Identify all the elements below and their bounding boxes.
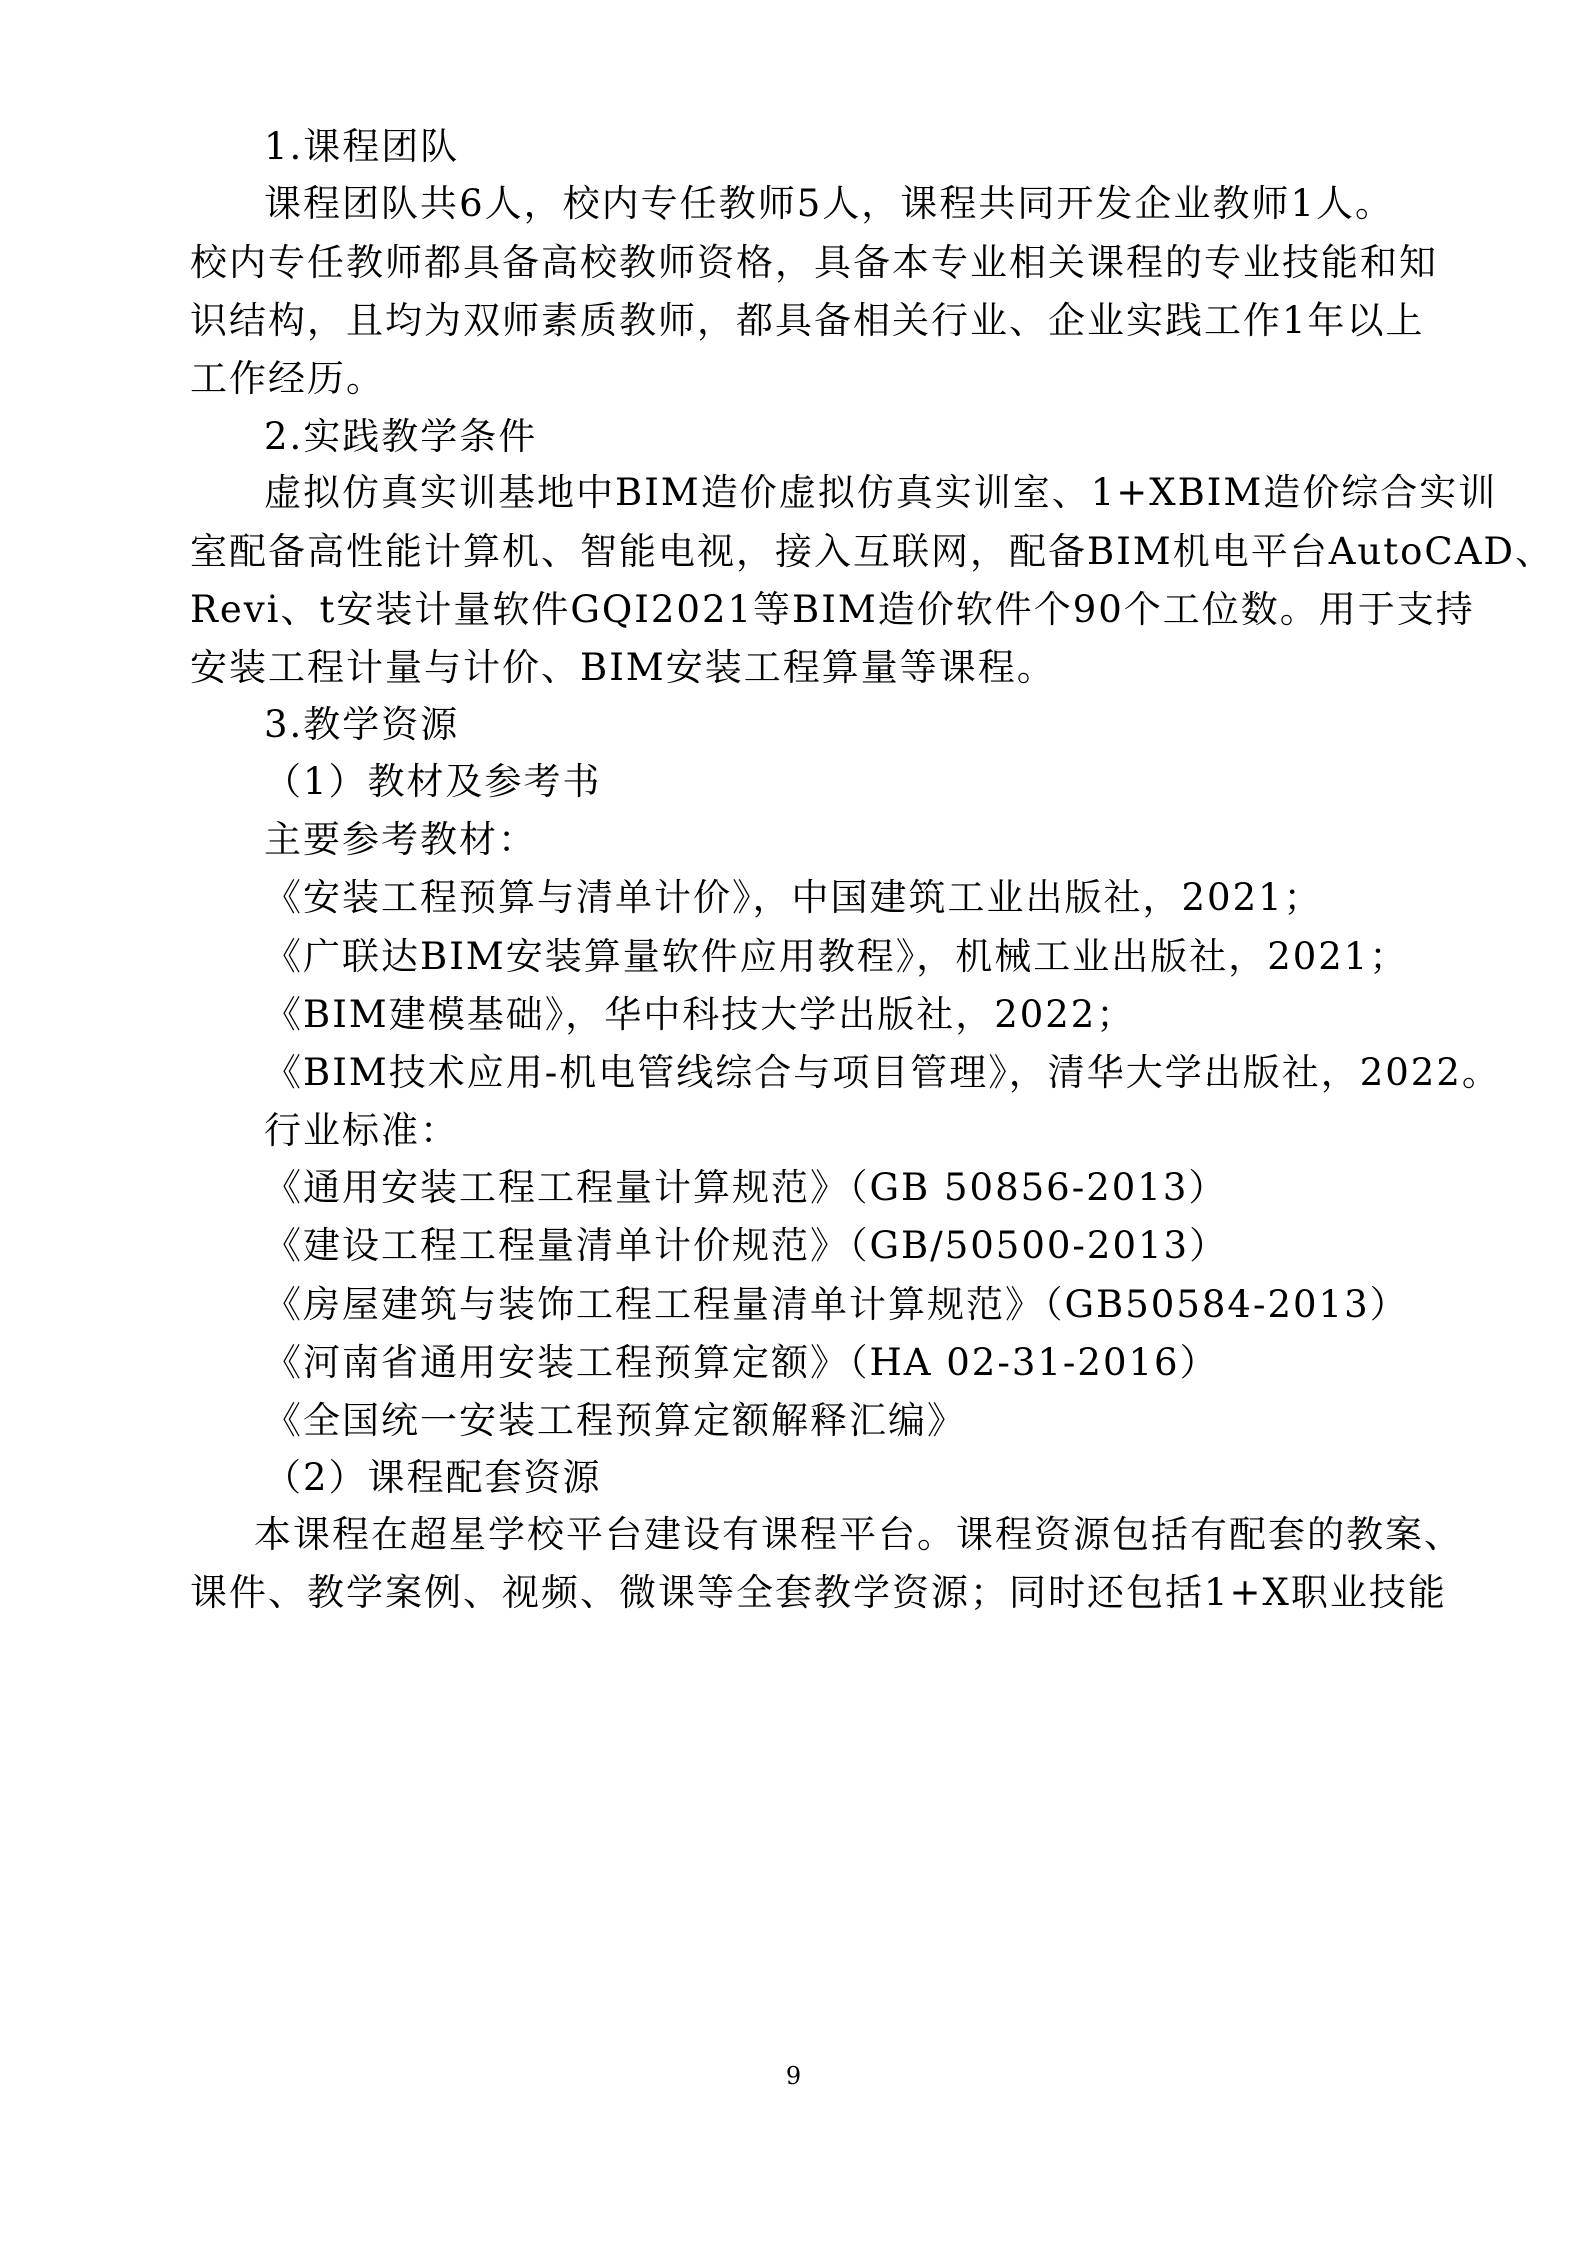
section-heading-team: 1.课程团队 (264, 125, 460, 168)
practice-paragraph-line-4: 安装工程计量与计价、BIM安装工程算量等课程。 (190, 646, 1056, 689)
supporting-paragraph-line-1: 本课程在超星学校平台建设有课程平台。课程资源包括有配套的教案、 (254, 1513, 1463, 1556)
standard-item: 《建设工程工程量清单计价规范》（GB/50500-2013） (264, 1224, 1229, 1267)
subheading-textbooks: （1）教材及参考书 (264, 760, 602, 803)
standard-item: 《河南省通用安装工程预算定额》（HA 02-31-2016） (264, 1341, 1219, 1384)
page-number: 9 (785, 2062, 802, 2090)
textbook-item: 《广联达BIM安装算量软件应用教程》，机械工业出版社，2021； (264, 935, 1409, 978)
practice-paragraph-line-1: 虚拟仿真实训基地中BIM造价虚拟仿真实训室、1+XBIM造价综合实训 (264, 471, 1498, 514)
team-paragraph-line-3: 识结构，且均为双师素质教师，都具备相关行业、企业实践工作1年以上 (190, 299, 1425, 342)
section-heading-practice: 2.实践教学条件 (264, 415, 538, 458)
team-paragraph-line-1: 课程团队共6人，校内专任教师5人，课程共同开发企业教师1人。 (264, 182, 1394, 225)
subheading-supporting-resources: （2）课程配套资源 (264, 1456, 602, 1499)
standard-item: 《通用安装工程工程量计算规范》（GB 50856-2013） (264, 1166, 1228, 1209)
textbook-item: 《BIM技术应用-机电管线综合与项目管理》，清华大学出版社，2022。 (264, 1051, 1501, 1094)
main-textbooks-label: 主要参考教材： (264, 818, 537, 861)
textbook-item: 《BIM建模基础》，华中科技大学出版社，2022； (264, 993, 1136, 1036)
team-paragraph-line-2: 校内专任教师都具备高校教师资格，具备本专业相关课程的专业技能和知 (190, 241, 1438, 284)
standard-item: 《全国统一安装工程预算定额解释汇编》 (264, 1399, 966, 1442)
team-paragraph-line-4: 工作经历。 (190, 357, 385, 400)
textbook-item: 《安装工程预算与清单计价》，中国建筑工业出版社，2021； (264, 876, 1323, 919)
standard-item: 《房屋建筑与装饰工程工程量清单计算规范》（GB50584-2013） (264, 1283, 1409, 1326)
section-heading-resources: 3.教学资源 (264, 703, 460, 746)
supporting-paragraph-line-2: 课件、教学案例、视频、微课等全套教学资源；同时还包括1+X职业技能 (190, 1571, 1447, 1614)
practice-paragraph-line-3: Revi、t安装计量软件GQI2021等BIM造价软件个90个工位数。用于支持 (190, 588, 1475, 631)
practice-paragraph-line-2: 室配备高性能计算机、智能电视，接入互联网，配备BIM机电平台AutoCAD、 (190, 530, 1555, 573)
industry-standards-label: 行业标准： (264, 1109, 459, 1152)
